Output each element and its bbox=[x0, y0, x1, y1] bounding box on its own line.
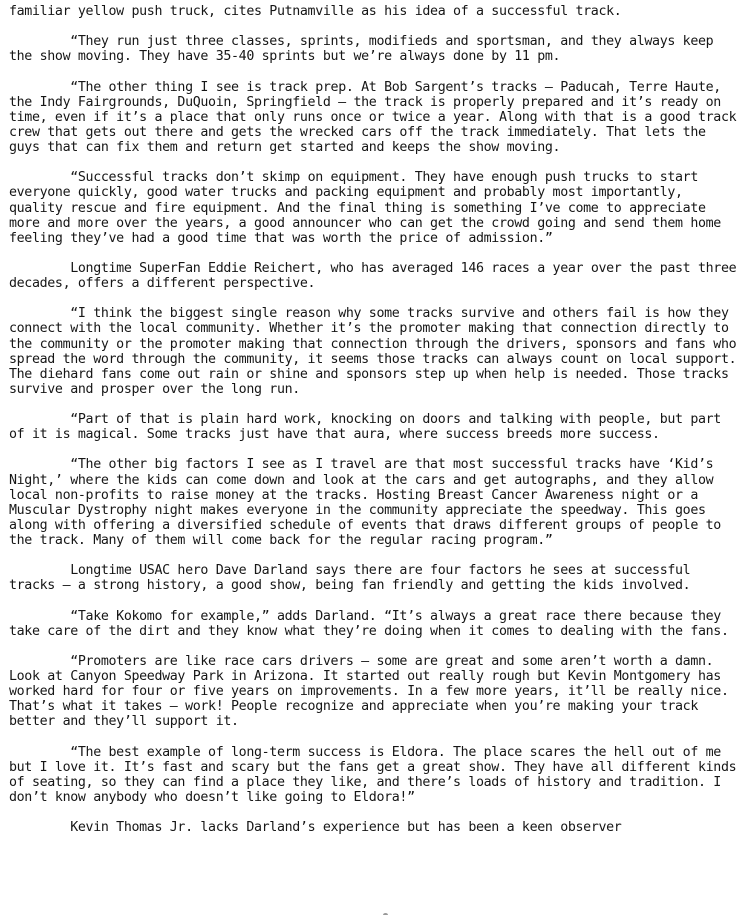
paragraph-promoters: “Promoters are like race cars drivers – some are great and some aren’t worth a damn. Look at Canyon Speedway Park in Arizona. It started out really rough but Kevin Montgomery has worked hard for four or five years on improvements. In a few more years, it’ll be really nice. That’s what it takes – work! People recognize and appreciate when you’re making your track better and they’ll support it. bbox=[9, 653, 737, 730]
paragraph-quote-classes: “They run just three classes, sprints, modifieds and sportsman, and they always keep the show moving. They have 35-40 sprints but we’re always done by 11 pm. bbox=[9, 34, 721, 65]
paragraph-reichert-intro: Longtime SuperFan Eddie Reichert, who has averaged 146 races a year over the past three decades, offers a different perspective. bbox=[9, 260, 744, 292]
paragraph-darland-intro: Longtime USAC hero Dave Darland says there are four factors he sees at successful tracks – a strong history, a good show, being fan friendly and getting the kids involved. bbox=[9, 563, 698, 594]
paragraph-community: “I think the biggest single reason why some tracks survive and others fail is how they connect with the local community. Whether it’s the promoter making that connection directly to the community or the promoter making that connection through the drivers, sponsors and fans who spread the word through the community, it seems those tracks can always count on local support. The diehard fans come out rain or shine and sponsors step up when help is needed. Those tracks survive and prosper over the long run. bbox=[9, 306, 744, 397]
paragraph-kids-night: “The other big factors I see as I travel are that most successful tracks have ‘Kid’s Night,’ where the kids can come down and look at the cars and get autographs, and they allow local non-profits to raise money at the tracks. Hosting Breast Cancer Awareness night or a Muscular Dystrophy night makes everyone in the community appreciate the speedway. This goes along with offering a diversified schedule of events that draws different groups of people to the track. Many of them will come back for the regular racing program.” bbox=[9, 457, 729, 548]
paragraph-equipment: “Successful tracks don’t skimp on equipment. They have enough push trucks to start everyone quickly, good water trucks and packing equipment and probably most importantly, quality rescue and fire equipment. And the final thing is something I’ve come to appreciate more and more over the years, a good announcer who can get the crowd going and send them home feeling they’ve had a good time that was worth the price of admission.” bbox=[9, 170, 729, 246]
paragraph-continuation: familiar yellow push truck, cites Putnamville as his idea of a successful track. bbox=[9, 4, 622, 19]
paragraph-kokomo: “Take Kokomo for example,” adds Darland. “It’s always a great race there because they take care of the dirt and they know what they’re doing when it comes to dealing with the fans. bbox=[9, 608, 729, 639]
paragraph-hard-work: “Part of that is plain hard work, knocking on doors and talking with people, but part of it is magical. Some tracks just have that aura, where success breeds more success. bbox=[9, 412, 729, 443]
scan-artifact-top bbox=[330, 0, 400, 4]
paragraph-track-prep: “The other thing I see is track prep. At Bob Sargent’s tracks – Paducah, Terre Haute, the Indy Fairgrounds, DuQuoin, Springfield – the track is properly prepared and it’s ready on time, even if it’s a place that only runs once or twice a year. Along with that is a good track crew that gets out there and gets the wrecked cars off the track immediately. That lets the guys that can fix them and return get started and keeps the show moving. bbox=[9, 79, 744, 156]
paragraph-eldora: “The best example of long-term success is Eldora. The place scares the hell out of me but I love it. It’s fast and scary but the fans get a great show. They have all different kinds of seating, so they can find a place they like, and there’s loads of history and tradition. I don’t know anybody who doesn’t like going to Eldora!” bbox=[9, 744, 744, 805]
paragraph-thomas-intro: Kevin Thomas Jr. lacks Darland’s experience but has been a keen observer bbox=[9, 820, 622, 836]
